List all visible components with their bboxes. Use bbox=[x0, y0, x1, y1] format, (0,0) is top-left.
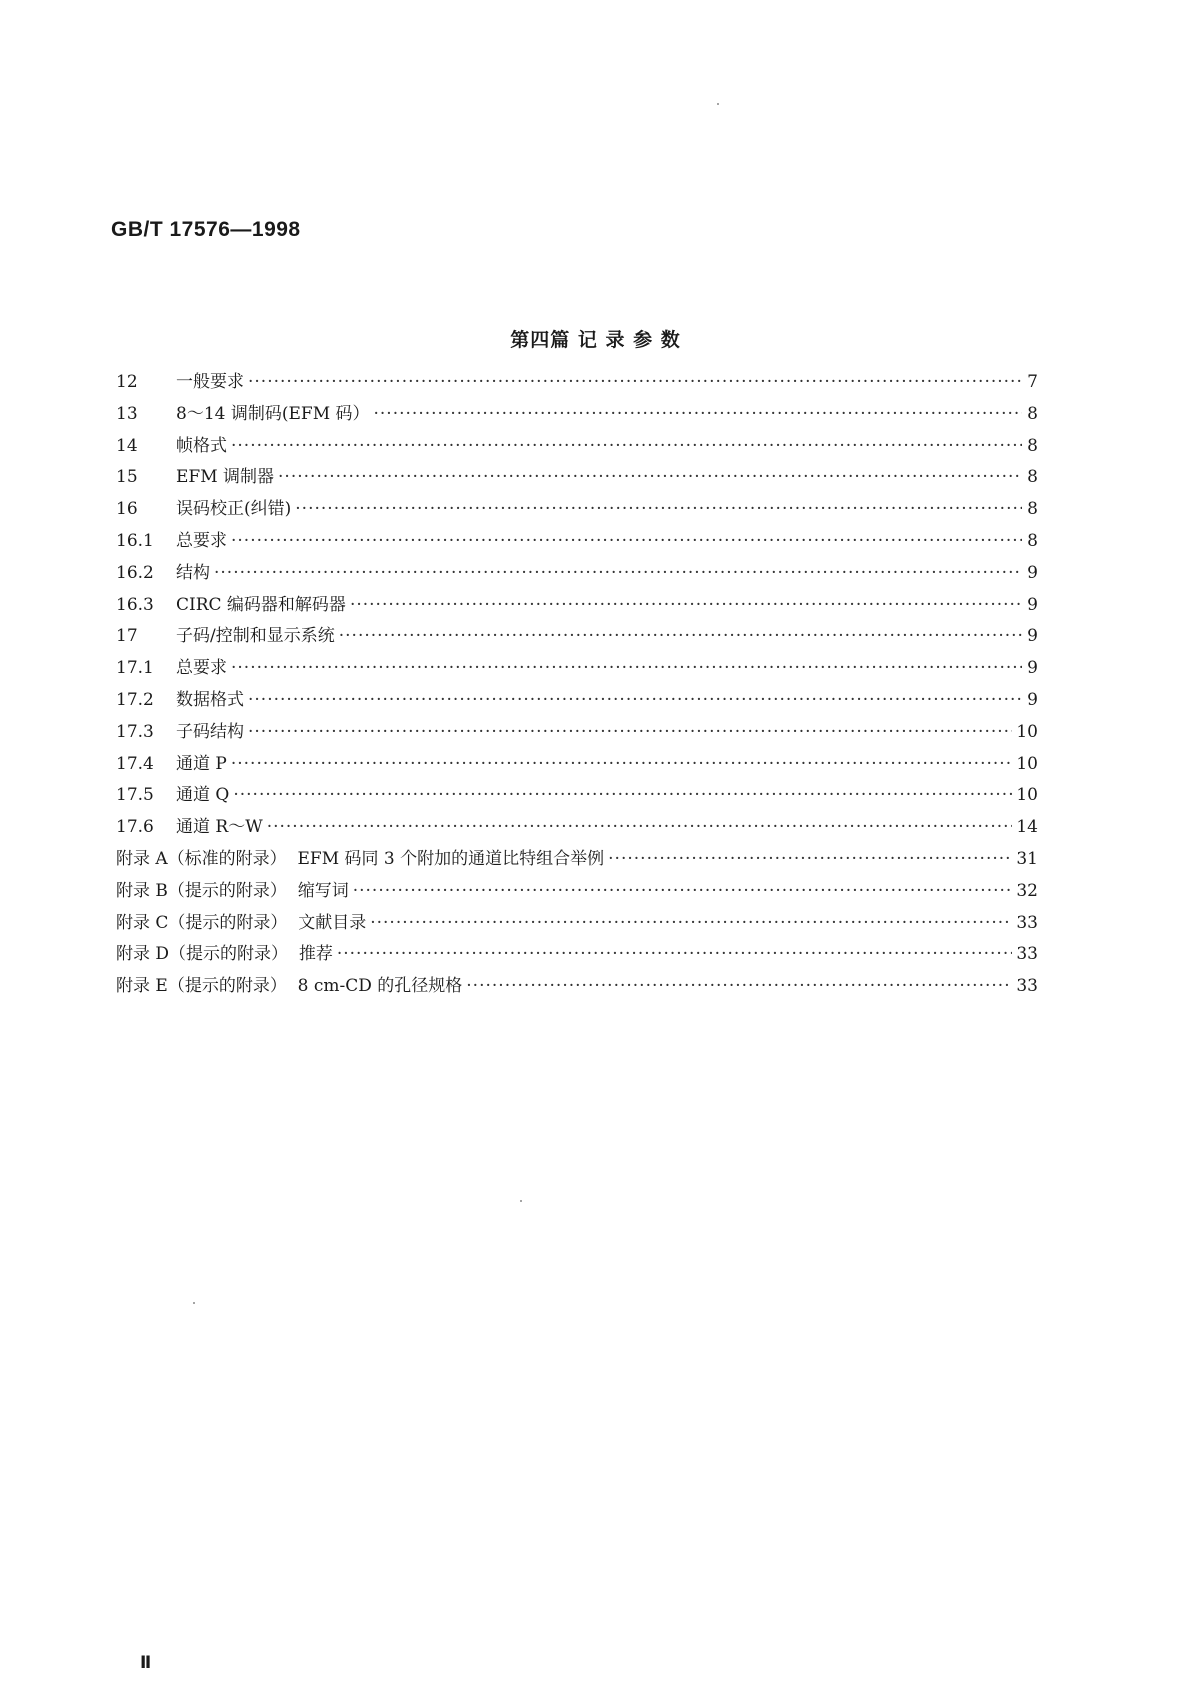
toc-entry-number: 16.3 bbox=[116, 594, 154, 615]
scan-speck bbox=[717, 103, 719, 105]
toc-entry-number: 17.3 bbox=[116, 721, 154, 742]
toc-entry-page: 10 bbox=[1016, 753, 1038, 774]
toc-entry bbox=[116, 849, 1038, 881]
toc-entry bbox=[116, 531, 1038, 563]
dot-leader bbox=[231, 658, 1022, 678]
dot-leader bbox=[370, 913, 1012, 933]
toc-entry-title: 子码/控制和显示系统 bbox=[176, 626, 335, 647]
toc-entry bbox=[116, 913, 1038, 945]
toc-entry-page: 9 bbox=[1027, 594, 1038, 615]
toc-entry bbox=[116, 976, 1038, 1008]
dot-leader bbox=[267, 817, 1013, 837]
toc-entry-page: 9 bbox=[1027, 658, 1038, 679]
toc-entry bbox=[116, 722, 1038, 754]
toc-entry-title: 帧格式 bbox=[176, 435, 227, 456]
toc-entry bbox=[116, 754, 1038, 786]
dot-leader bbox=[248, 690, 1022, 710]
toc-entry-number: 17.5 bbox=[116, 785, 154, 806]
toc-entry-number: 15 bbox=[116, 467, 138, 488]
toc-entry bbox=[116, 658, 1038, 690]
toc-entry bbox=[116, 626, 1038, 658]
toc-entry-page: 31 bbox=[1016, 848, 1038, 869]
dot-leader bbox=[214, 563, 1022, 583]
table-of-contents bbox=[116, 372, 1038, 1008]
toc-entry-title: 附录 B（提示的附录） 缩写词 bbox=[116, 880, 349, 901]
dot-leader bbox=[231, 754, 1013, 774]
toc-entry-page: 8 bbox=[1027, 435, 1038, 456]
toc-entry-title: 通道 R～W bbox=[176, 817, 263, 838]
toc-entry-number: 16.1 bbox=[116, 530, 154, 551]
toc-entry bbox=[116, 467, 1038, 499]
toc-entry-title: 总要求 bbox=[176, 658, 227, 679]
toc-entry-title: 子码结构 bbox=[176, 721, 244, 742]
dot-leader bbox=[339, 626, 1022, 646]
toc-entry-title: CIRC 编码器和解码器 bbox=[176, 594, 346, 615]
toc-entry-title: 通道 P bbox=[176, 753, 227, 774]
toc-entry-title: 附录 E（提示的附录） 8 cm-CD 的孔径规格 bbox=[116, 976, 463, 997]
toc-entry-number: 14 bbox=[116, 435, 138, 456]
dot-leader bbox=[350, 595, 1022, 615]
toc-entry-page: 8 bbox=[1027, 467, 1038, 488]
toc-entry-number: 16.2 bbox=[116, 562, 154, 583]
toc-entry-number: 17.4 bbox=[116, 753, 154, 774]
toc-entry-title: 附录 A（标准的附录） EFM 码同 3 个附加的通道比特组合举例 bbox=[116, 848, 605, 869]
section-title: 第四篇 记 录 参 数 bbox=[510, 329, 681, 351]
toc-entry-page: 10 bbox=[1016, 721, 1038, 742]
toc-entry-page: 33 bbox=[1016, 976, 1038, 997]
toc-entry-title: 附录 C（提示的附录） 文献目录 bbox=[116, 912, 367, 933]
dot-leader bbox=[337, 944, 1013, 964]
page-number: Ⅱ bbox=[140, 1653, 152, 1672]
toc-entry-page: 33 bbox=[1016, 944, 1038, 965]
toc-entry-page: 32 bbox=[1016, 880, 1038, 901]
scan-speck bbox=[520, 1200, 522, 1202]
toc-entry-page: 10 bbox=[1016, 785, 1038, 806]
dot-leader bbox=[374, 404, 1023, 424]
toc-entry-title: 结构 bbox=[176, 562, 210, 583]
toc-entry bbox=[116, 499, 1038, 531]
standard-code: GB/T 17576—1998 bbox=[111, 218, 301, 241]
toc-entry-title: 数据格式 bbox=[176, 689, 244, 710]
toc-entry-title: 通道 Q bbox=[176, 785, 230, 806]
toc-entry-number: 17.2 bbox=[116, 689, 154, 710]
dot-leader bbox=[295, 499, 1022, 519]
toc-entry-title: 总要求 bbox=[176, 530, 227, 551]
toc-entry bbox=[116, 404, 1038, 436]
toc-entry-title: 8～14 调制码(EFM 码） bbox=[176, 403, 370, 424]
toc-entry bbox=[116, 436, 1038, 468]
toc-entry-page: 7 bbox=[1027, 372, 1038, 392]
toc-entry bbox=[116, 372, 1038, 404]
toc-entry-page: 33 bbox=[1016, 912, 1038, 933]
toc-entry-page: 9 bbox=[1027, 626, 1038, 647]
toc-entry-title: EFM 调制器 bbox=[176, 467, 275, 488]
toc-entry-number: 13 bbox=[116, 403, 138, 424]
dot-leader bbox=[231, 531, 1022, 551]
toc-entry bbox=[116, 595, 1038, 627]
toc-entry-number: 16 bbox=[116, 499, 138, 520]
toc-entry-number: 17.6 bbox=[116, 817, 154, 838]
toc-entry bbox=[116, 944, 1038, 976]
toc-entry-title: 附录 D（提示的附录） 推荐 bbox=[116, 944, 333, 965]
toc-entry bbox=[116, 881, 1038, 913]
dot-leader bbox=[233, 785, 1012, 805]
toc-entry-number: 12 bbox=[116, 372, 138, 392]
dot-leader bbox=[248, 722, 1012, 742]
toc-entry-title: 误码校正(纠错) bbox=[176, 499, 292, 520]
toc-entry-number: 17 bbox=[116, 626, 138, 647]
toc-entry-page: 8 bbox=[1027, 530, 1038, 551]
toc-entry bbox=[116, 690, 1038, 722]
toc-entry-title: 一般要求 bbox=[176, 372, 244, 392]
toc-entry-page: 9 bbox=[1027, 689, 1038, 710]
toc-entry bbox=[116, 785, 1038, 817]
dot-leader bbox=[466, 976, 1012, 996]
toc-entry-page: 8 bbox=[1027, 499, 1038, 520]
dot-leader bbox=[248, 372, 1022, 392]
toc-entry-page: 14 bbox=[1016, 817, 1038, 838]
toc-entry bbox=[116, 563, 1038, 595]
toc-entry-page: 9 bbox=[1027, 562, 1038, 583]
dot-leader bbox=[608, 849, 1012, 869]
dot-leader bbox=[278, 467, 1022, 487]
toc-entry-number: 17.1 bbox=[116, 658, 154, 679]
dot-leader bbox=[231, 436, 1022, 456]
dot-leader bbox=[353, 881, 1013, 901]
toc-entry bbox=[116, 817, 1038, 849]
toc-entry-page: 8 bbox=[1027, 403, 1038, 424]
scan-speck bbox=[193, 1302, 195, 1304]
